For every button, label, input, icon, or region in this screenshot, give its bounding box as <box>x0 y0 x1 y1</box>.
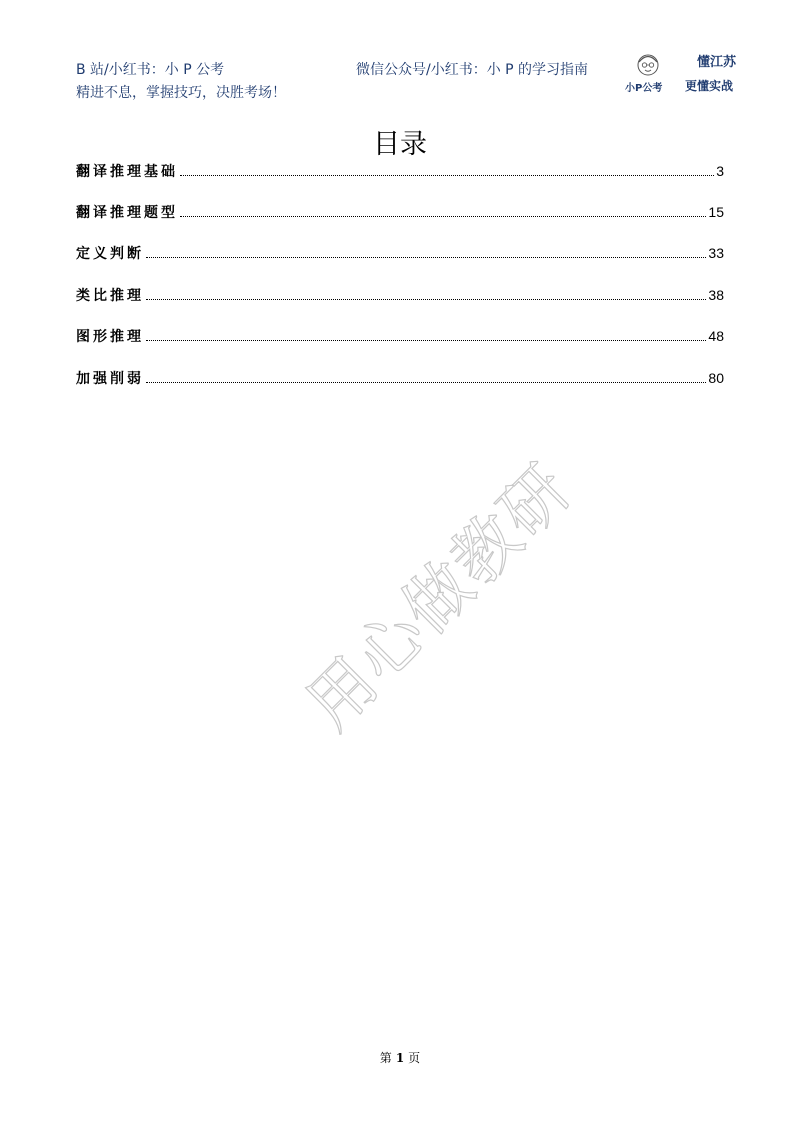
dot-leader <box>146 257 706 258</box>
toc-entry-label: 翻译推理题型 <box>76 205 178 222</box>
toc-entry-page: 15 <box>708 204 724 221</box>
header-bilibili-text: B 站/小红书：小 P 公考 <box>76 62 225 78</box>
table-of-contents <box>76 150 724 398</box>
brand-name: 小P公考 <box>625 83 663 94</box>
toc-entry[interactable] <box>76 274 724 315</box>
toc-entry-label: 定义判断 <box>76 246 144 263</box>
dot-leader <box>146 299 706 300</box>
page-footer <box>0 1049 800 1066</box>
slogan-line-1: 懂江苏 <box>697 55 737 70</box>
toc-entry-label: 翻译推理基础 <box>76 163 178 180</box>
page-header <box>0 0 800 105</box>
dot-leader <box>146 340 706 341</box>
toc-entry[interactable] <box>76 233 724 274</box>
toc-title: 目录 <box>373 129 427 161</box>
header-motto-text: 精进不息，掌握技巧，决胜考场！ <box>76 85 286 101</box>
toc-entry-page: 38 <box>708 286 724 303</box>
brand-slogan <box>685 54 736 96</box>
header-left-block <box>76 60 286 104</box>
brand-logo <box>625 52 755 96</box>
footer-prefix: 第 <box>379 1051 392 1065</box>
toc-entry-label: 图形推理 <box>76 329 144 346</box>
slogan-line-2: 更懂实战 <box>685 79 734 93</box>
toc-entry-label: 类比推理 <box>76 287 144 304</box>
toc-entry-label: 加强削弱 <box>76 370 144 387</box>
dot-leader <box>180 216 706 217</box>
footer-suffix: 页 <box>408 1051 421 1065</box>
dot-leader <box>180 175 714 176</box>
toc-entry-page: 33 <box>708 245 724 262</box>
toc-entry[interactable] <box>76 191 724 232</box>
header-wechat-text: 微信公众号/小红书：小 P 的学习指南 <box>356 62 589 78</box>
toc-entry[interactable] <box>76 316 724 357</box>
page-number: 1 <box>395 1051 405 1065</box>
dot-leader <box>146 382 706 383</box>
toc-entry-page: 80 <box>708 369 724 386</box>
toc-entry[interactable] <box>76 357 724 398</box>
toc-entry-page: 3 <box>716 162 724 179</box>
cartoon-avatar-icon <box>635 52 661 78</box>
toc-entry[interactable] <box>76 150 724 191</box>
toc-entry-page: 48 <box>708 328 724 345</box>
watermark-text: 用心做教研 <box>291 449 587 745</box>
